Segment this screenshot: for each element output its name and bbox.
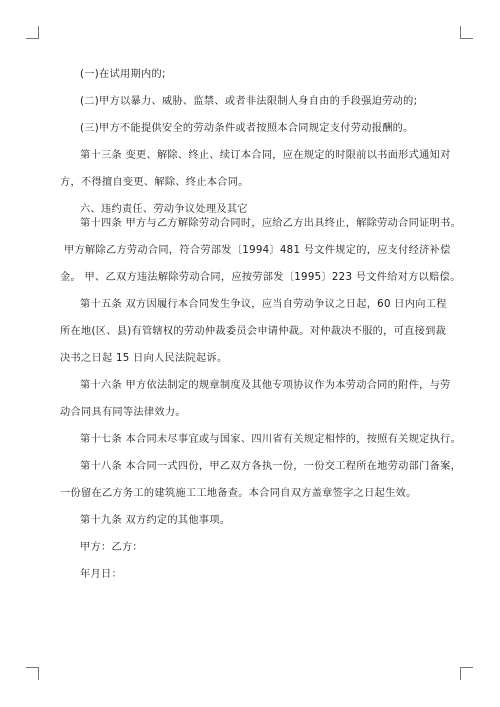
clause-forced-labor: (二)甲方以暴力、威胁、监禁、或者非法限制人身自由的手段强迫劳动的; (80, 96, 418, 107)
article-15-line-1: 第十五条 双方因履行本合同发生争议，应当自劳动争议之日起，60 日内向工程 (80, 299, 447, 310)
article-13-line-2: 方，不得擅自变更、解除、终止本合同。 (60, 177, 249, 188)
signature-date: 年月日： (80, 569, 122, 580)
signature-parties: 甲方：乙方： (80, 542, 143, 553)
clause-unsafe-conditions: (三)甲方不能提供安全的劳动条件或者按照本合同规定支付劳动报酬的。 (80, 123, 414, 134)
article-16-line-1: 第十六条 甲方依法制定的规章制度及其他专项协议作为本劳动合同的附件，与劳 (80, 380, 451, 391)
article-17: 第十七条 本合同未尽事宜或与国家、四川省有关规定相悖的，按照有关规定执行。 (80, 434, 462, 445)
article-18-line-1: 第十八条 本合同一式四份，甲乙双方各执一份，一份交工程所在地劳动部门备案， (80, 461, 462, 472)
article-14-line-2: 甲方解除乙方劳动合同，符合劳部发〔1994〕481 号文件规定的，应支付经济补偿 (64, 245, 451, 256)
article-15-line-2: 所在地(区、县)有管辖权的劳动仲裁委员会申请仲裁。对仲裁决不服的，可直接到裁 (60, 326, 447, 337)
clause-trial-period: (一)在试用期内的; (80, 69, 166, 80)
article-14-line-3: 金。 甲、乙双方违法解除劳动合同，应按劳部发〔1995〕223 号文件给对方以赔偿。 (60, 272, 461, 283)
crop-mark-bottom-left (26, 667, 39, 680)
article-16-line-2: 动合同具有同等法律效力。 (60, 407, 186, 418)
article-14-line-1: 第十四条 甲方与乙方解除劳动合同时，应给乙方出具终止，解除劳动合同证明书。 (80, 218, 462, 229)
crop-mark-top-left (26, 26, 39, 39)
crop-mark-top-right (460, 26, 473, 39)
crop-mark-bottom-right (460, 667, 473, 680)
article-19: 第十九条 双方约定的其他事项。 (80, 515, 231, 526)
article-13-line-1: 第十三条 变更、解除、终止、续订本合同，应在规定的时限前以书面形式通知对 (80, 150, 451, 161)
article-15-line-3: 决书之日起 15 日向人民法院起诉。 (60, 353, 228, 364)
article-18-line-2: 一份留在乙方务工的建筑施工工地备查。本合同自双方盖章签字之日起生效。 (60, 488, 417, 499)
section-heading-6: 六、违约责任、劳动争议处理及其它 (80, 204, 248, 215)
